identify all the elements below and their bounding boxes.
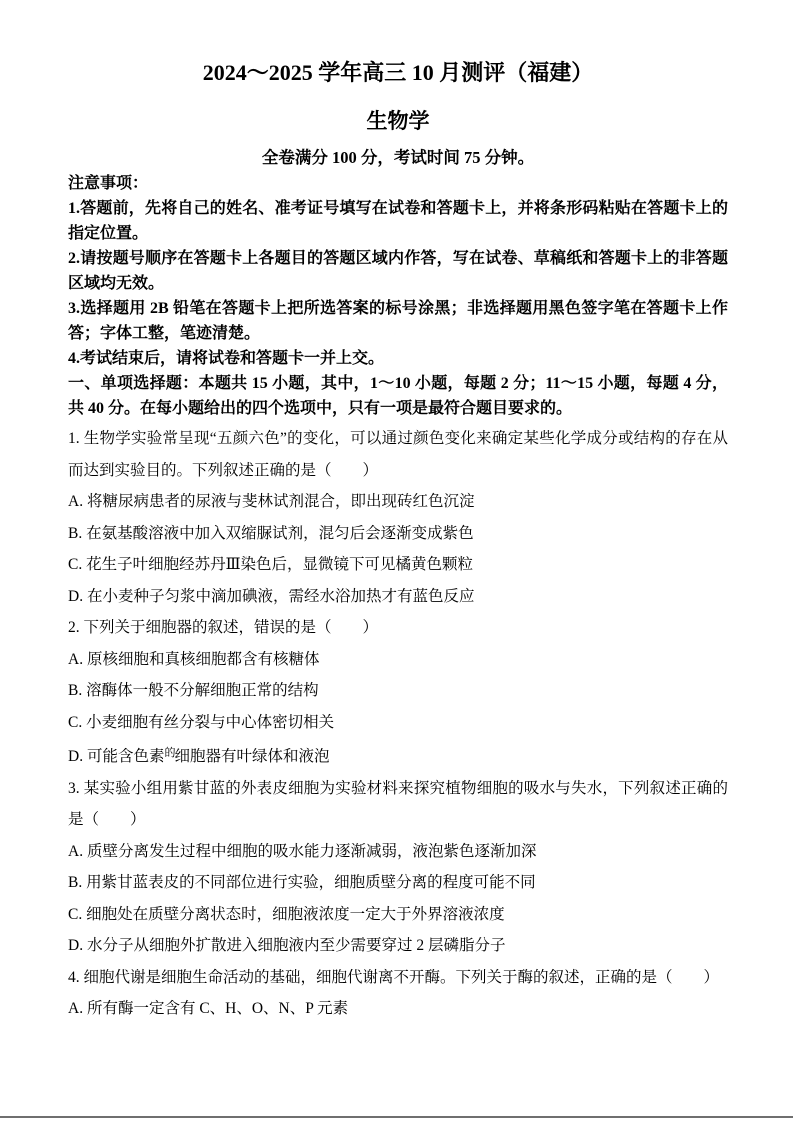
question-3-option-b: B. 用紫甘蓝表皮的不同部位进行实验，细胞质壁分离的程度可能不同 bbox=[68, 874, 536, 891]
notice-item-2: 2.请按题号顺序在答题卡上各题目的答题区域内作答，写在试卷、草稿纸和答题卡上的非答题区域均无效。 bbox=[68, 250, 728, 292]
question-4-stem: 4. 细胞代谢是细胞生命活动的基础，细胞代谢离不开酶。下列关于酶的叙述，正确的是（ ） bbox=[68, 968, 720, 986]
option-d-suffix: 细胞器有叶绿体和液泡 bbox=[174, 748, 330, 765]
page-bottom-divider bbox=[0, 1116, 793, 1118]
section-heading: 一、单项选择题：本题共 15 小题，其中，1～10 小题，每题 2 分；11～15 小题，每题 4 分，共 40 分。在每小题给出的四个选项中，只有一项是最符合题目要求的。 bbox=[68, 375, 728, 417]
question-2-option-a: A. 原核细胞和真核细胞都含有核糖体 bbox=[68, 650, 320, 668]
exam-paper-page bbox=[68, 58, 728, 1025]
exam-info: 全卷满分 100 分，考试时间 75 分钟。 bbox=[261, 148, 535, 167]
question-2-stem: 2. 下列关于细胞器的叙述，错误的是（ ） bbox=[68, 619, 379, 636]
notice-item-3: 3.选择题用 2B 铅笔在答题卡上把所选答案的标号涂黑；非选择题用黑色签字笔在答题卡上作答；字体工整，笔迹清楚。 bbox=[68, 300, 728, 342]
question-list bbox=[68, 423, 728, 1025]
question-2-option-c: C. 小麦细胞有丝分裂与中心体密切相关 bbox=[68, 713, 335, 731]
notice-heading: 注意事项： bbox=[68, 175, 149, 192]
question-1-option-b: B. 在氨基酸溶液中加入双缩脲试剂，混匀后会逐渐变成紫色 bbox=[68, 524, 474, 542]
subject-title: 生物学 bbox=[366, 109, 430, 133]
question-2-option-d bbox=[68, 738, 728, 773]
question-3-option-d: D. 水分子从细胞外扩散进入细胞液内至少需要穿过 2 层磷脂分子 bbox=[68, 937, 506, 954]
notice-item-1: 1.答题前，先将自己的姓名、准考证号填写在试卷和答题卡上，并将条形码粘贴在答题卡上的指定位置。 bbox=[68, 200, 728, 242]
question-3-option-c: C. 细胞处在质壁分离状态时，细胞液浓度一定大于外界溶液浓度 bbox=[68, 905, 505, 923]
question-1-option-d: D. 在小麦种子匀浆中滴加碘液，需经水浴加热才有蓝色反应 bbox=[68, 587, 475, 605]
question-2-option-b: B. 溶酶体一般不分解细胞正常的结构 bbox=[68, 682, 319, 699]
question-1-option-c: C. 花生子叶细胞经苏丹Ⅲ染色后，显微镜下可见橘黄色颗粒 bbox=[68, 556, 474, 573]
question-4-option-a: A. 所有酶一定含有 C、H、O、N、P 元素 bbox=[68, 1000, 349, 1017]
option-d-prefix: D. 可能含色素 bbox=[68, 748, 165, 765]
question-3-stem: 3. 某实验小组用紫甘蓝的外表皮细胞为实验材料来探究植物细胞的吸水与失水，下列叙述正确的是（ ） bbox=[68, 779, 728, 828]
notice-item-4: 4.考试结束后，请将试卷和答题卡一并上交。 bbox=[68, 350, 385, 367]
print-artifact-glyph: 的 bbox=[164, 747, 175, 759]
notice-section bbox=[68, 171, 728, 421]
question-1-stem: 1. 生物学实验常呈现“五颜六色”的变化，可以通过颜色变化来确定某些化学成分或结构的存在从而达到实验目的。下列叙述正确的是（ ） bbox=[68, 430, 728, 479]
question-1-option-a: A. 将糖尿病患者的尿液与斐林试剂混合，即出现砖红色沉淀 bbox=[68, 493, 475, 510]
question-3-option-a: A. 质壁分离发生过程中细胞的吸水能力逐渐减弱，液泡紫色逐渐加深 bbox=[68, 842, 537, 860]
page-title: 2024～2025 学年高三 10 月测评（福建） bbox=[202, 60, 594, 85]
